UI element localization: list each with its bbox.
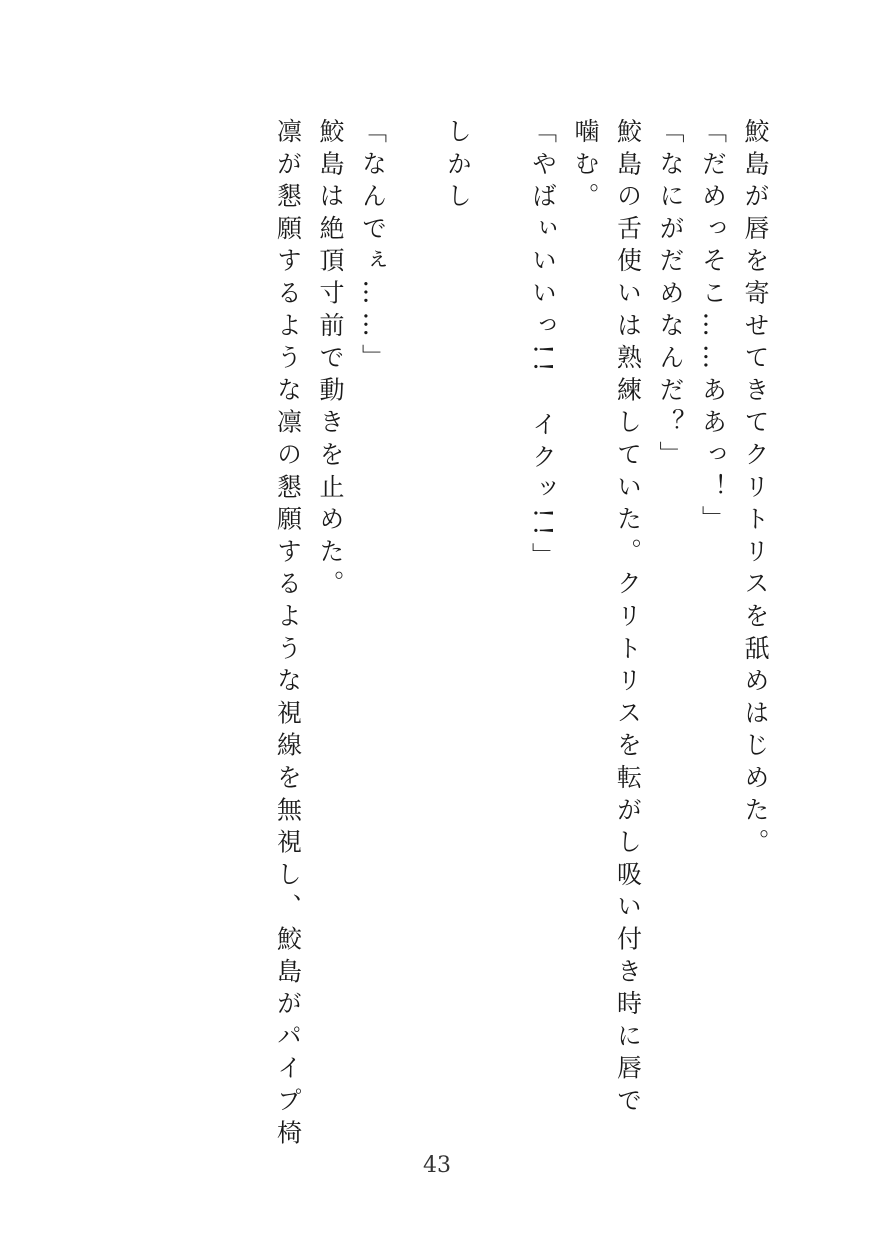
text-line: 鮫島は絶頂寸前で動きを止めた。 bbox=[316, 118, 345, 603]
page-number: 43 bbox=[423, 1153, 451, 1178]
vertical-text-body bbox=[266, 118, 776, 1152]
text-line: 凛が懇願するような凛の懇願するような視線を無視し、鮫島がパイプ椅 bbox=[273, 118, 303, 1152]
text-line: 鮫島の舌使いは熟練していた。クリトリスを転がし吸い付き時に唇で bbox=[613, 118, 643, 1120]
text-line: 「やばぃいいっ!! イクッ!!」 bbox=[528, 118, 558, 575]
text-line: 「なんでぇ……」 bbox=[358, 118, 388, 377]
text-line: 「だめっそこ……ああっ！」 bbox=[698, 118, 728, 538]
text-line: 鮫島が唇を寄せてきてクリトリスを舐めはじめた。 bbox=[741, 118, 770, 861]
blank-line bbox=[479, 118, 522, 1128]
text-line: 噛む。 bbox=[571, 118, 600, 215]
text-line: しかし bbox=[443, 118, 473, 215]
blank-line bbox=[394, 118, 437, 1128]
text-line: 「なにがだめなんだ？」 bbox=[656, 118, 685, 474]
